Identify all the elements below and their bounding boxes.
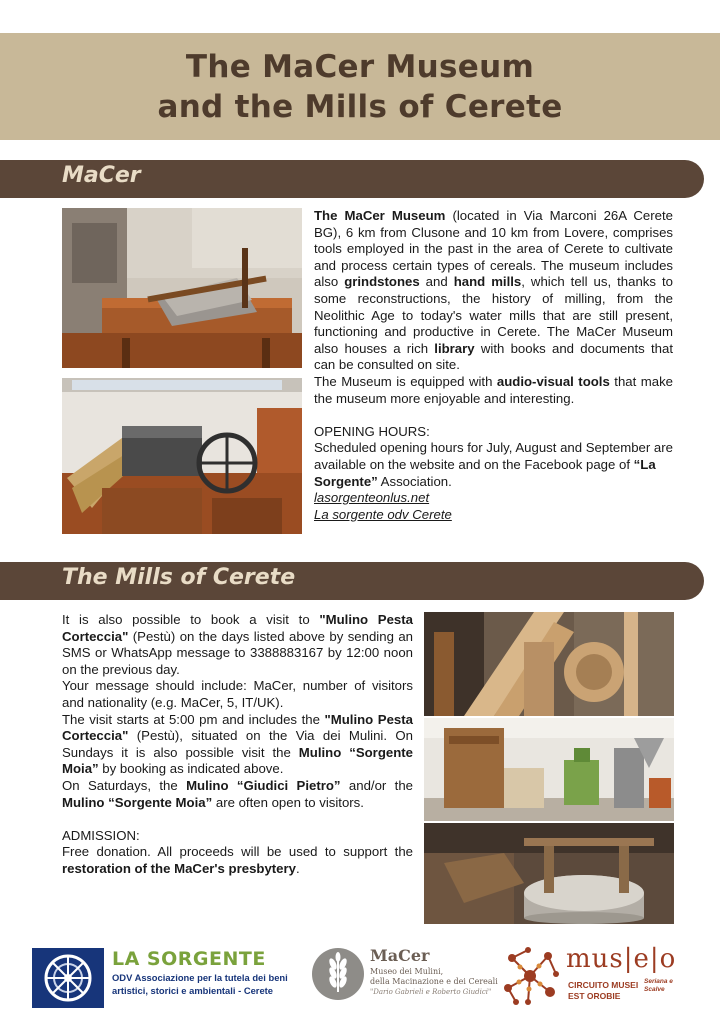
grindstones-term: grindstones: [344, 274, 420, 290]
photo-millstones: [424, 823, 674, 924]
mills-paragraph-2: Your message should include: MaCer, number of visitors and nationality (e.g. MaCer, 5, IT/UK).: [62, 678, 413, 710]
restoration-term: restoration of the MaCer's presbytery: [62, 860, 296, 876]
text-span: The Museum is equipped with: [314, 373, 497, 389]
molecule-icon: [498, 944, 562, 1008]
macer-paragraph-2: [314, 374, 673, 407]
page-title-line1: The MaCer Museum: [185, 49, 535, 85]
macer-description: [314, 208, 673, 523]
text-span: (Pestù) on the days listed above by sending an SMS or WhatsApp message to 3388883167 by 12:00 noon on the previous day.: [62, 628, 413, 677]
mill-wheel-icon: [32, 948, 104, 1008]
text-span: that make the museum more enjoyable and interesting.: [314, 373, 673, 406]
photo-mill-interior: [424, 718, 674, 821]
admission-label: ADMISSION:: [62, 827, 140, 843]
la-sorgente-logo: [32, 948, 290, 1008]
text-span: and: [419, 274, 454, 290]
photo-threshing-machine: [62, 378, 302, 534]
hand-mills-term: hand mills: [453, 274, 522, 290]
text-span: The visit starts at 5:00 pm and includes the: [62, 711, 325, 727]
facebook-link[interactable]: La sorgente odv Cerete: [314, 506, 452, 522]
mill-name: "Mulino Pesta Corteccia": [62, 711, 413, 744]
mill-name: Mulino “Giudici Pietro”: [186, 777, 341, 793]
section-heading-macer: MaCer: [62, 163, 141, 188]
section-bar-macer: [0, 160, 704, 198]
la-sorgente-line2: artistici, storici e ambientali - Cerete: [112, 985, 273, 996]
museum-name: The MaCer Museum: [314, 208, 446, 223]
museo-sub2: EST OROBIE: [568, 991, 621, 1001]
wheat-icon: [312, 948, 364, 1000]
macer-logo-line1: Museo dei Mulini,: [370, 967, 444, 976]
la-sorgente-name: LA SORGENTE: [112, 948, 266, 970]
text-span: are often open to visitors.: [212, 794, 364, 810]
text-span: (Pestù), situated on the Via dei Mulini. On Sundays it is also possible visit the: [62, 728, 413, 760]
admission-text: [62, 844, 413, 877]
mill-name: Mulino “Sorgente Moia”: [62, 744, 413, 777]
museo-name: mus|e|o: [566, 944, 677, 974]
library-term: library: [434, 340, 475, 356]
text-span: On Saturdays, the: [62, 777, 187, 793]
text-span: It is also possible to book a visit to: [62, 612, 320, 627]
macer-paragraph-1: [314, 208, 673, 374]
macer-logo-line2: della Macinazione e dei Cereali: [370, 977, 498, 986]
text-span: Free donation. All proceeds will be used to support the: [62, 844, 413, 860]
text-span: and/or the: [340, 777, 413, 793]
audio-visual-term: audio-visual tools: [496, 373, 610, 389]
photo-hand-mill: [62, 208, 302, 368]
title-band: [0, 33, 720, 140]
mills-paragraph-4: [62, 778, 413, 811]
text-span: by booking as indicated above.: [98, 761, 284, 777]
mill-name: "Mulino Pesta Corteccia": [62, 612, 413, 644]
association-name: “La Sorgente”: [314, 456, 656, 489]
museo-sub1: CIRCUITO MUSEI: [568, 980, 639, 990]
text-span: with books and documents that can be consulted on site.: [314, 340, 674, 373]
la-sorgente-line1: ODV Associazione per la tutela dei beni: [112, 972, 288, 983]
macer-logo: [312, 946, 498, 1012]
website-link[interactable]: lasorgenteonlus.net: [314, 490, 430, 506]
page-title-line2: and the Mills of Cerete: [157, 89, 563, 125]
text-span: , which tell us, thanks to some reconstructions, the history of milling, from the Neolithic Age to today's water mills that are still present, functioning and productive in Cerete. The MaCer Museum also houses a rich: [314, 274, 673, 356]
mills-paragraph-3: [62, 712, 413, 778]
photo-wooden-gears: [424, 612, 674, 716]
mills-description: [62, 612, 413, 878]
section-bar-mills: [0, 562, 704, 600]
footer-logos: [0, 940, 720, 1024]
mills-paragraph-1: [62, 612, 413, 678]
text-span: Association.: [377, 473, 452, 489]
macer-logo-line3: "Dario Gabrieli e Roberto Giudici": [370, 988, 492, 996]
text-span: .: [295, 860, 300, 876]
macer-logo-name: MaCer: [370, 946, 430, 965]
mill-name: Mulino “Sorgente Moia”: [62, 794, 213, 810]
museo-logo: [498, 940, 698, 1020]
opening-hours-label: OPENING HOURS:: [314, 423, 430, 439]
opening-hours-text: [314, 440, 673, 490]
text-span: Scheduled opening hours for July, August and September are available on the website and on the Facebook page of: [314, 440, 673, 472]
seriana-scalve-logo: Seriana e Scalve: [644, 978, 673, 993]
text-span: (located in Via Marconi 26A Cerete BG), 6 km from Clusone and 10 km from Lovere, comprises tools employed in the past in the area of Cerete to cultivate and process certain types of cereals. The museum includes also: [314, 208, 673, 290]
section-heading-mills: The Mills of Cerete: [62, 565, 296, 590]
